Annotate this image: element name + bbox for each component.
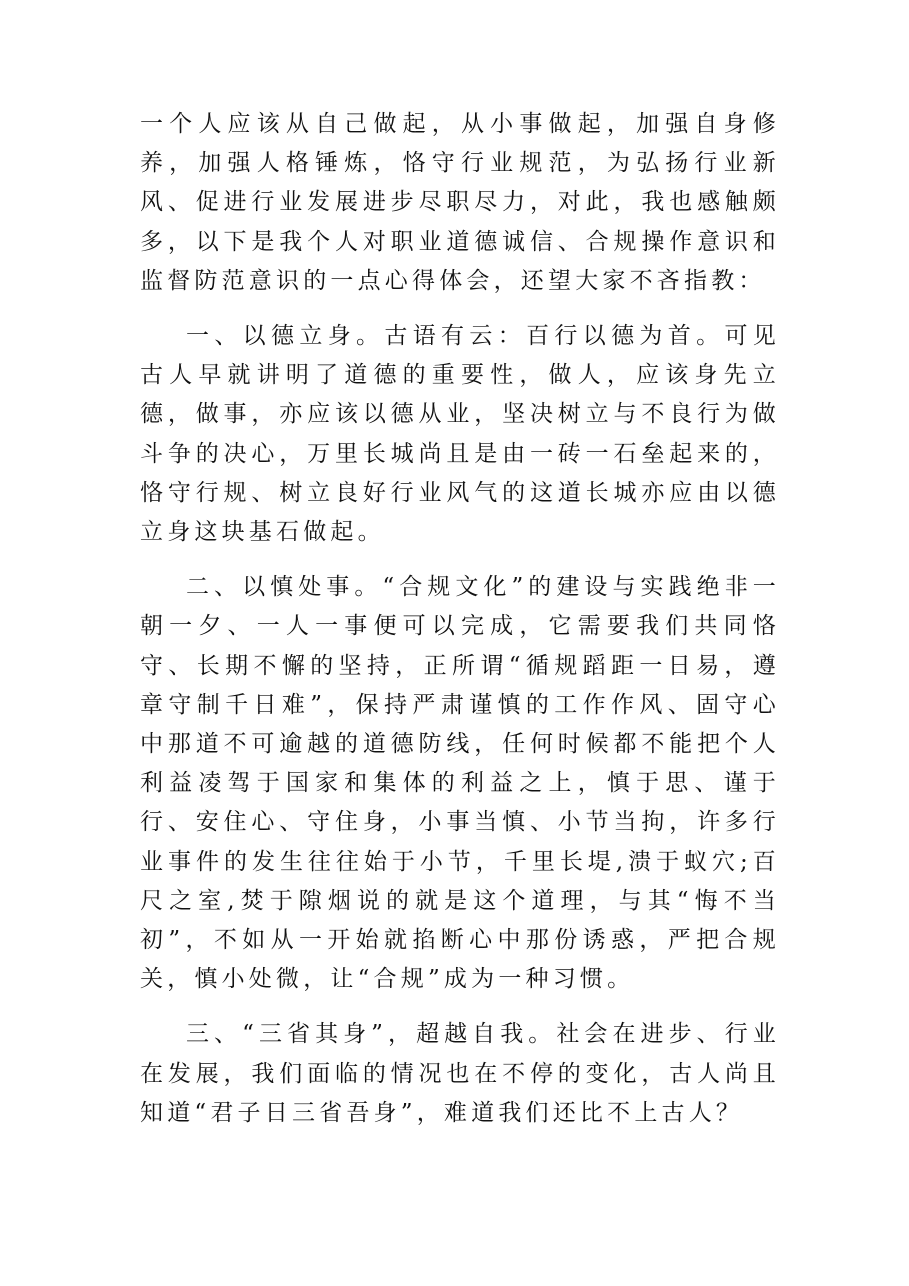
paragraph-section-2: 二、以慎处事。“合规文化”的建设与实践绝非一朝一夕、一人一事便可以完成，它需要我们共同恪守、长期不懈的坚持，正所谓“循规蹈距一日易，遵章守制千日难”，保持严肃谨慎的工作作风、固守心中那道不可逾越的道德防线，任何时候都不能把个人利益凌驾于国家和集体的利益之上，慎于思、谨于行、安住心、守住身，小事当慎、小节当拘，许多行业事件的发生往往始于小节，千里长堤,溃于蚁穴;百尺之室,焚于隙烟说的就是这个道理，与其“悔不当初”，不如从一开始就掐断心中那份诱惑，严把合规关，慎小处微，让“合规”成为一种习惯。 bbox=[140, 574, 780, 993]
document-body bbox=[140, 105, 780, 1133]
paragraph-intro: 一个人应该从自己做起，从小事做起，加强自身修养，加强人格锤炼，恪守行业规范，为弘扬行业新风、促进行业发展进步尽职尽力，对此，我也感触颇多，以下是我个人对职业道德诚信、合规操作意识和监督防范意识的一点心得体会，还望大家不吝指教： bbox=[140, 111, 780, 294]
paragraph-section-1: 一、以德立身。古语有云：百行以德为首。可见古人早就讲明了道德的重要性，做人，应该身先立德，做事，亦应该以德从业，坚决树立与不良行为做斗争的决心，万里长城尚且是由一砖一石垒起来的，恪守行规、树立良好行业风气的这道长城亦应由以德立身这块基石做起。 bbox=[140, 323, 780, 546]
paragraph-section-3: 三、“三省其身”，超越自我。社会在进步、行业在发展，我们面临的情况也在不停的变化，古人尚且知道“君子日三省吾身”，难道我们还比不上古人？ bbox=[140, 1021, 780, 1126]
